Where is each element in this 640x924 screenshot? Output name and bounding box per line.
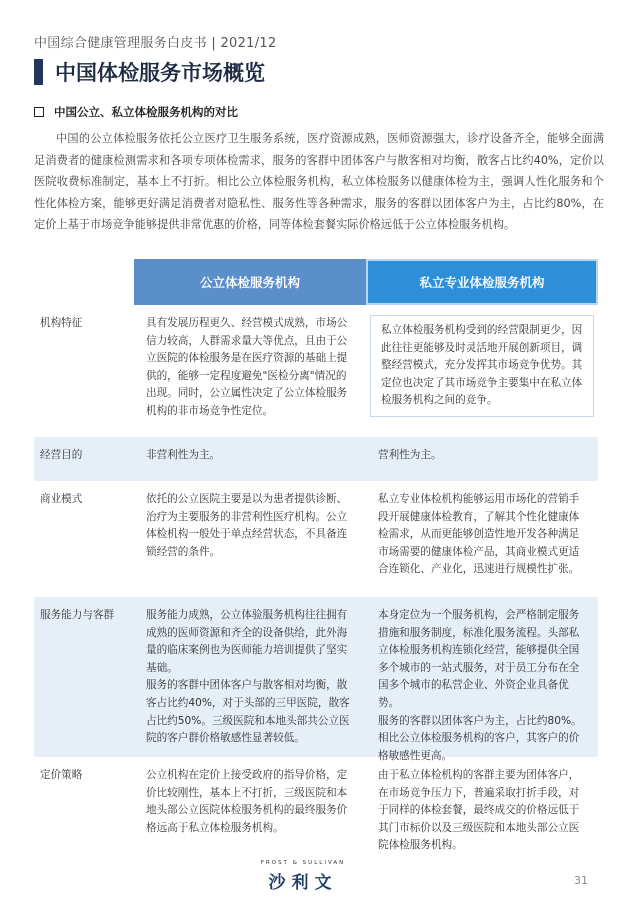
header-public-institutions: 公立体检服务机构 bbox=[134, 259, 366, 305]
cell-public: 服务能力成熟，公立体验服务机构往往拥有成熟的医师资源和齐全的设备供给，此外海量的临床案例也为医师能力培训提供了坚实基础。 服务的客群中团体客户与散客相对均衡，散客占比约40%，对于头部的三甲医院，散客占比约50%。三级医院和本地头部共公立医院的客户群价格敏感性显著较低。 bbox=[146, 609, 350, 745]
brand-logo bbox=[248, 860, 358, 893]
section-heading bbox=[34, 104, 238, 120]
page-title: 中国体检服务市场概览 bbox=[55, 61, 265, 85]
page-number: 31 bbox=[574, 874, 588, 887]
cell-public: 依托的公立医院主要是以为患者提供诊断、治疗为主要服务的非营利性医疗机构。公立体检机构一般处于单点经营状态，不具备连锁经营的条件。 bbox=[146, 493, 348, 558]
table-header bbox=[34, 259, 598, 305]
table-row bbox=[34, 597, 598, 762]
cell-public: 非营利性为主。 bbox=[146, 449, 221, 461]
comparison-table bbox=[34, 259, 598, 857]
cell-private: 本身定位为一个服务机构，会严格制定服务措施和服务制度，标准化服务流程。头部私立体检服务机构连锁化经营，能够提供全国多个城市的一站式服务，对于员工分布在全国多个城市的私营企业、外资企业具备优势。 服务的客群以团体客户为主，占比约80%。相比公立体检服务机构的客户，其客户的价格敏感性更高。 bbox=[378, 609, 582, 762]
title-accent-bar bbox=[34, 59, 43, 85]
header-private-institutions: 私立专业体检服务机构 bbox=[366, 259, 598, 305]
table-row bbox=[34, 757, 598, 857]
row-label: 商业模式 bbox=[40, 493, 83, 505]
logo-subtext: FROST & SULLIVAN bbox=[260, 860, 346, 866]
row-label: 定价策略 bbox=[40, 769, 83, 781]
cell-public: 公立机构在定价上接受政府的指导价格，定价比较刚性，基本上不打折，三级医院和本地头部公立医院体检服务机构的最终服务价格远高于私立体检服务机构。 bbox=[146, 769, 348, 834]
table-row bbox=[34, 437, 598, 481]
cell-private: 私立专业体检机构能够运用市场化的营销手段开展健康体检教育，了解其个性化健康体检需求，从而更能够创造性地开发各种满足市场需要的健康体检产品，其商业模式更适合连锁化、产业化，迅速进行规模性扩张。 bbox=[378, 493, 580, 576]
square-bullet-icon bbox=[34, 107, 44, 117]
table-row bbox=[34, 481, 598, 597]
table-row bbox=[34, 305, 598, 437]
section-heading-text: 中国公立、私立体检服务机构的对比 bbox=[54, 105, 238, 119]
row-label: 机构特征 bbox=[40, 317, 83, 329]
table-header-blank bbox=[34, 259, 134, 305]
cell-private-wrap bbox=[366, 305, 598, 437]
cell-private: 私立体检服务机构受到的经营限制更少，因此往往更能够及时灵活地开展创新项目，调整经营模式，充分发挥其市场竞争优势。其定位也决定了其市场竞争主要集中在私立体检服务机构之间的竞争。 bbox=[370, 315, 594, 417]
cell-public: 具有发展历程更久、经营模式成熟，市场公信力较高，人群需求量大等优点，且由于公立医院的体检服务是在医疗资源的基础上提供的，能够一定程度避免"医检分离"情况的出现。同时，公立属性决定了公立体检服务机构的非市场竞争性定位。 bbox=[146, 317, 348, 417]
row-label: 经营目的 bbox=[40, 449, 83, 461]
intro-paragraph: 中国的公立体检服务依托公立医疗卫生服务系统，医疗资源成熟，医师资源强大，诊疗设备齐全，能够全面满足消费者的健康检测需求和各项专项体检需求，服务的客群中团体客户与散客相对均衡，散客占比约40%，定价以医院收费标准制定，基本上不打折。相比公立体检服务机构，私立体检服务以健康体检为主，强调人性化服务和个性化体检方案，能够更好满足消费者对隐私性、服务性等各种需求，服务的客群以团体客户为主，占比约80%，在定价上基于市场竞争能够提供非常优惠的价格，同等体检套餐实际价格远低于公立体检服务机构。 bbox=[34, 132, 604, 232]
running-header: 中国综合健康管理服务白皮书 | 2021/12 bbox=[34, 36, 277, 51]
logo-wordmark: 沙利文 bbox=[268, 873, 338, 893]
cell-private: 营利性为主。 bbox=[378, 449, 442, 461]
row-label: 服务能力与客群 bbox=[40, 609, 115, 621]
cell-private: 由于私立体检机构的客群主要为团体客户，在市场竞争压力下，普遍采取打折手段，对于同样的体检套餐，最终成交的价格远低于其门市标价以及三级医院和本地头部公立医院体检服务机构。 bbox=[378, 769, 580, 852]
page-title-block bbox=[34, 58, 265, 86]
